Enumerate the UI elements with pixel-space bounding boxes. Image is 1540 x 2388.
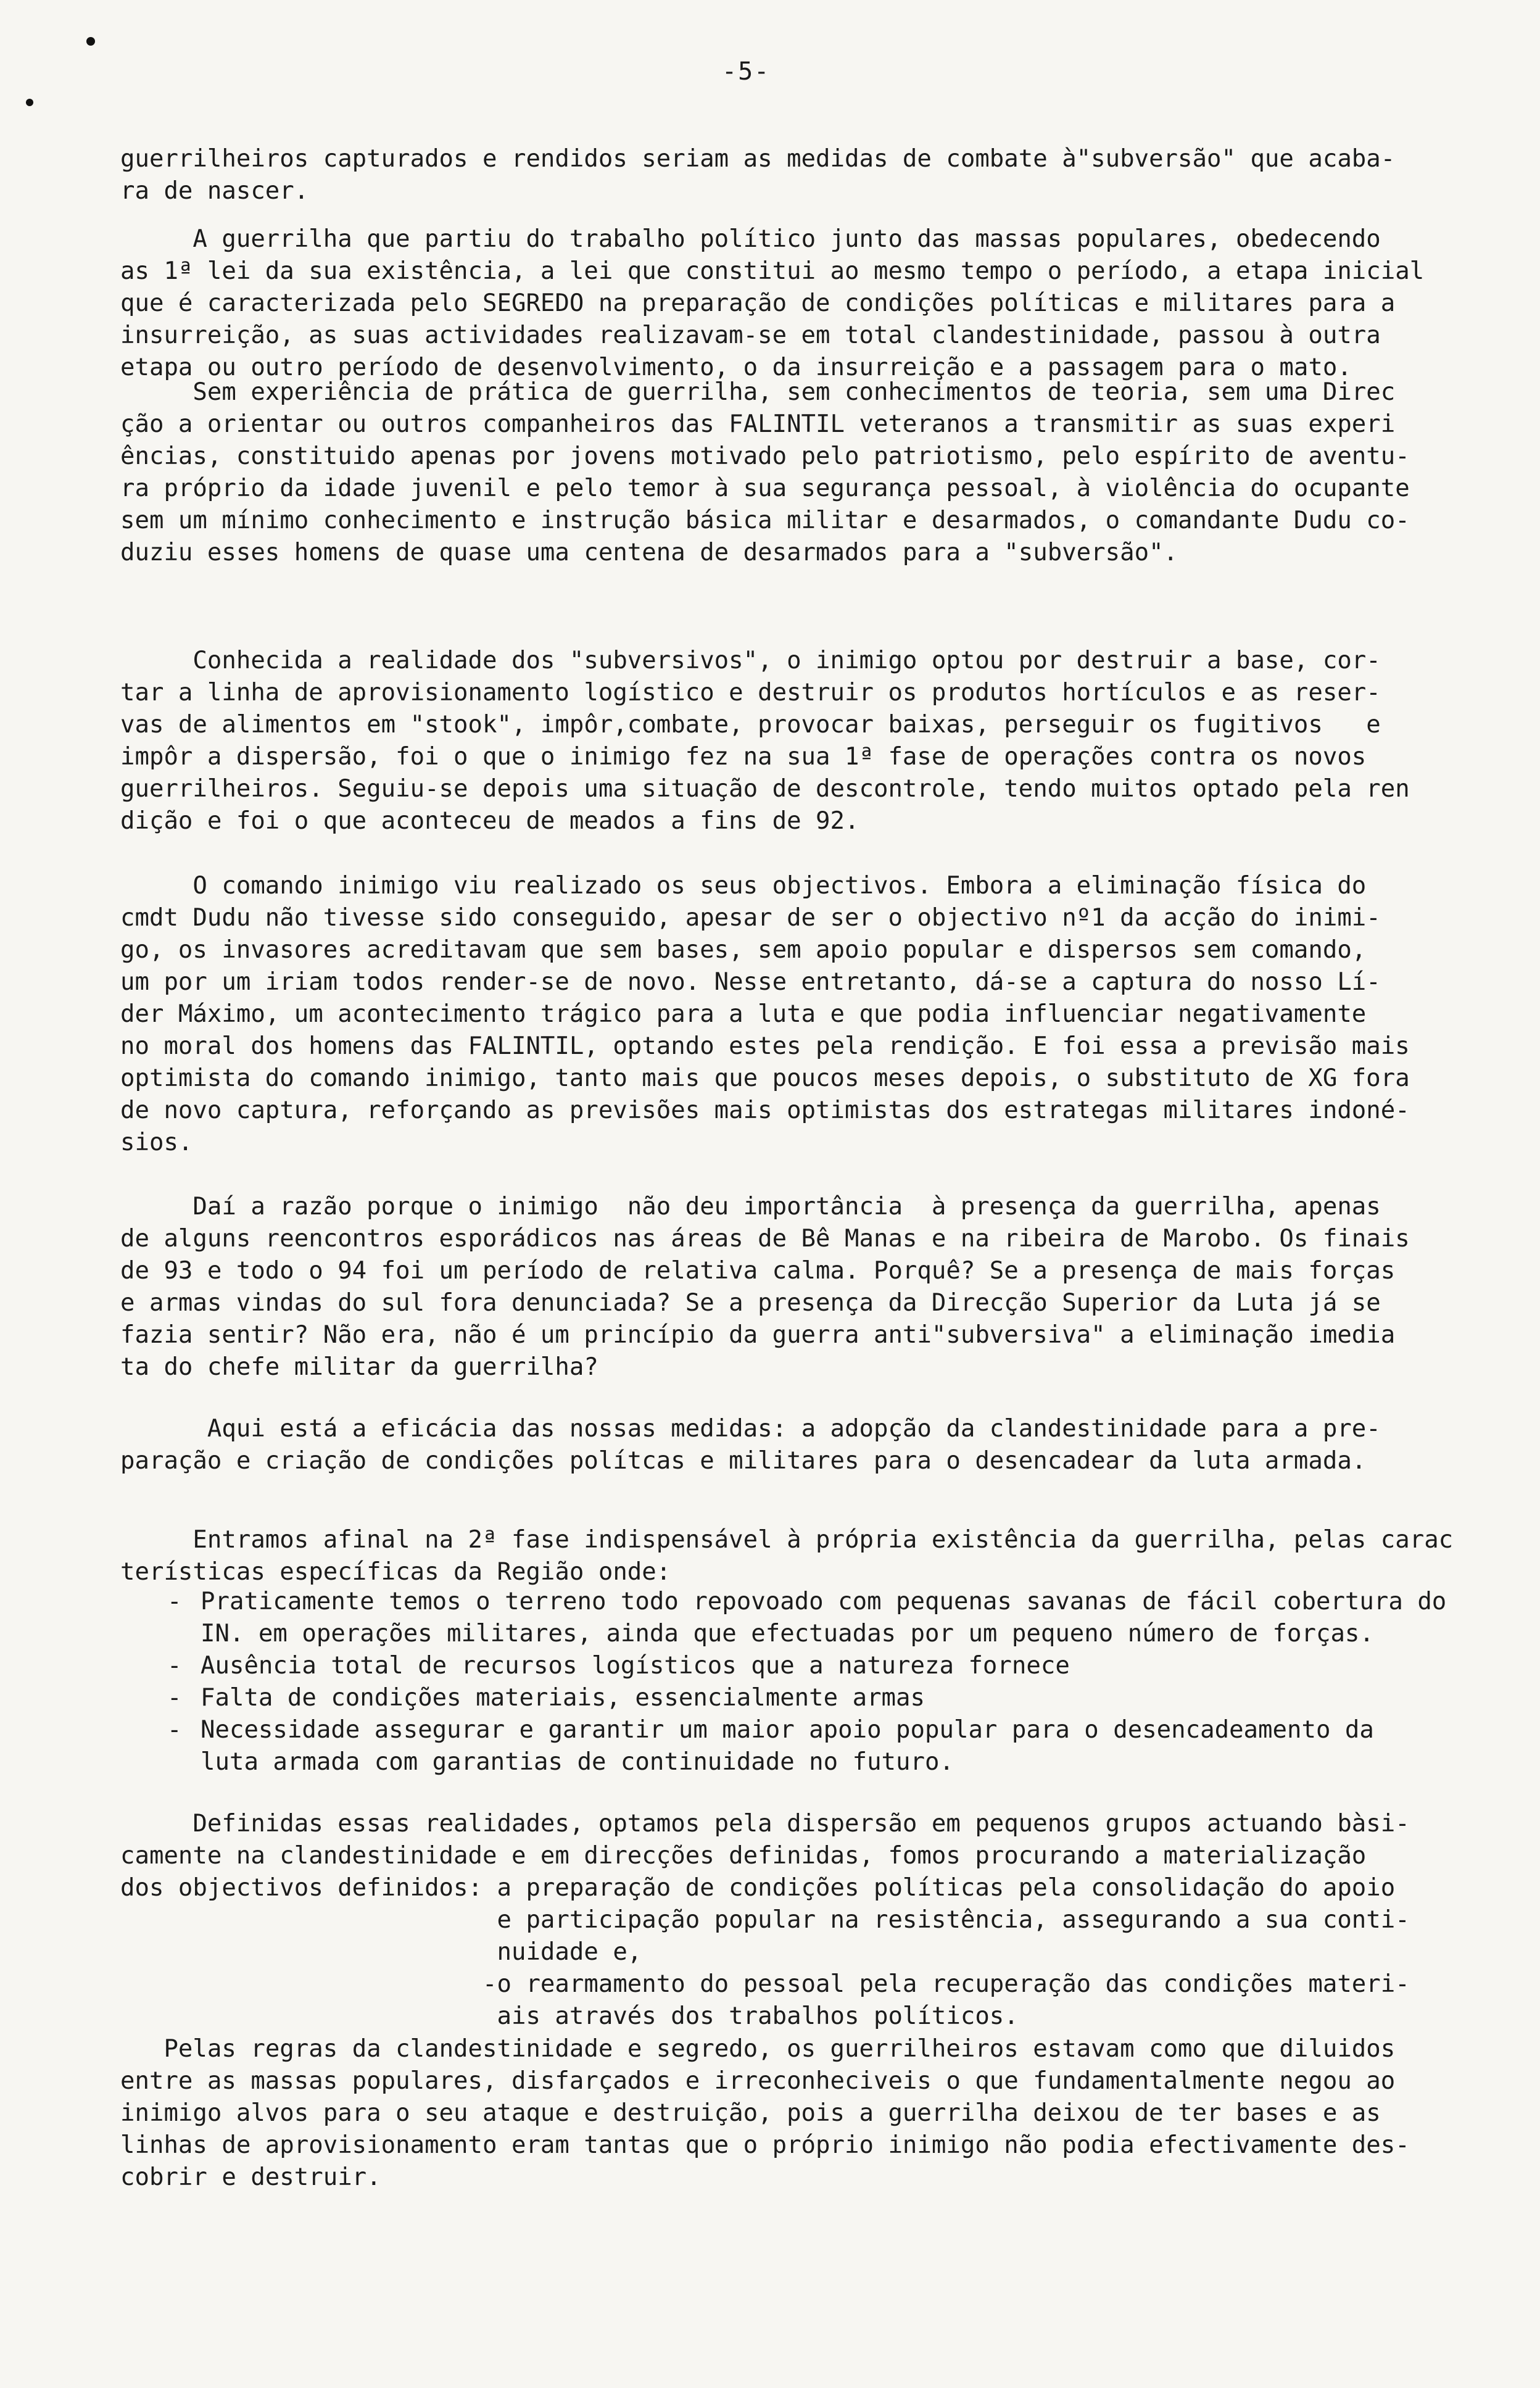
list-item: - Necessidade assegurar e garantir um maior apoio popular para o desencadeamento da luta armada com garantias de continuidade no futuro. [164,1714,1509,1778]
paragraph-5: O comando inimigo viu realizado os seus objectivos. Embora a eliminação física do cmdt Dudu não tivesse sido conseguido, apesar de ser o objectivo nº1 da acção do inimi- go, os invasores acreditavam que sem bases, sem apoio popular e dispersos sem comando, um por um iriam todos render-se de novo. Nesse entretanto, dá-se a captura do nosso Lí- der Máximo, um acontecimento trágico para a luta e que podia influenciar negativamente no moral dos homens das FALINTIL, optando estes pela rendição. E foi essa a previsão mais optimista do comando inimigo, tanto mais que poucos meses depois, o substituto de XG fora de novo captura, reforçando as previsões mais optimistas dos estrategas militares indoné- sios. [120,872,1410,1156]
list-item: - Ausência total de recursos logísticos que a natureza fornece [164,1650,1509,1682]
region-characteristics-list [164,1586,1509,1778]
paragraph-8: Entramos afinal na 2ª fase indispensável à própria existência da guerrilha, pelas carac terísticas específicas da Região onde: [120,1526,1454,1586]
margin-mark-dot [26,99,33,106]
paragraph-7: Aqui está a eficácia das nossas medidas: a adopção da clandestinidade para a pre- paração e criação de condições polítcas e militares para o desencadear da luta armada. [120,1415,1381,1475]
list-item: - Falta de condições materiais, essencialmente armas [164,1682,1509,1714]
paragraph-2: A guerrilha que partiu do trabalho político junto das massas populares, obedecendo as 1ª lei da sua existência, a lei que constitui ao mesmo tempo o período, a etapa inicial que é caracterizada pelo SEGREDO na preparação de condições políticas e militares para a insurreição, as suas actividades realizavam-se em total clandestinidade, passou à outra etapa ou outro período de desenvolvimento, o da insurreição e a passagem para o mato. [120,225,1425,381]
paragraph-1: guerrilheiros capturados e rendidos seriam as medidas de combate à"subversão" que acaba- ra de nascer. [120,145,1396,205]
paragraph-4: Conhecida a realidade dos "subversivos", o inimigo optou por destruir a base, cor- tar a linha de aprovisionamento logístico e destruir os produtos hortículos e as reser- vas de alimentos em "stook", impôr,combate, provocar baixas, perseguir os fugitivos e impôr a dispersão, foi o que o inimigo fez na sua 1ª fase de operações contra os novos guerrilheiros. Seguiu-se depois uma situação de descontrole, tendo muitos optado pela ren dição e foi o que aconteceu de meados a fins de 92. [120,647,1410,835]
paragraph-3: Sem experiência de prática de guerrilha, sem conhecimentos de teoria, sem uma Direc ção a orientar ou outros companheiros das FALINTIL veteranos a transmitir as suas experi ências, constituido apenas por jovens motivado pelo patriotismo, pelo espírito de aventu- ra próprio da idade juvenil e pelo temor à sua segurança pessoal, à violência do ocupante sem um mínimo conhecimento e instrução básica militar e desarmados, o comandante Dudu co- duziu esses homens de quase uma centena de desarmados para a "subversão". [120,378,1410,566]
margin-mark-dot [86,37,95,46]
paragraph-10: Pelas regras da clandestinidade e segredo, os guerrilheiros estavam como que diluidos entre as massas populares, disfarçados e irreconheciveis o que fundamentalmente negou ao inimigo alvos para o seu ataque e destruição, pois a guerrilha deixou de ter bases e as linhas de aprovisionamento eram tantas que o próprio inimigo não podia efectivamente des- cobrir e destruir. [120,2035,1410,2191]
list-item: - Praticamente temos o terreno todo repovoado com pequenas savanas de fácil cobertura do IN. em operações militares, ainda que efectuadas por um pequeno número de forças. [164,1586,1509,1650]
page-number: -5- [722,57,771,86]
paragraph-9: Definidas essas realidades, optamos pela dispersão em pequenos grupos actuando bàsi- camente na clandestinidade e em direcções definidas, fomos procurando a materialização dos objectivos definidos: a preparação de condições políticas pela consolidação do apoio e participação popular na resistência, assegurando a sua conti- nuidade e, -o rearmamento do pessoal pela recuperação das condições materi- ais através dos trabalhos políticos. [120,1810,1410,2030]
paragraph-6: Daí a razão porque o inimigo não deu importância à presença da guerrilha, apenas de alguns reencontros esporádicos nas áreas de Bê Manas e na ribeira de Marobo. Os finais de 93 e todo o 94 foi um período de relativa calma. Porquê? Se a presença de mais forças e armas vindas do sul fora denunciada? Se a presença da Direcção Superior da Luta já se fazia sentir? Não era, não é um princípio da guerra anti"subversiva" a eliminação imedia ta do chefe militar da guerrilha? [120,1193,1410,1381]
